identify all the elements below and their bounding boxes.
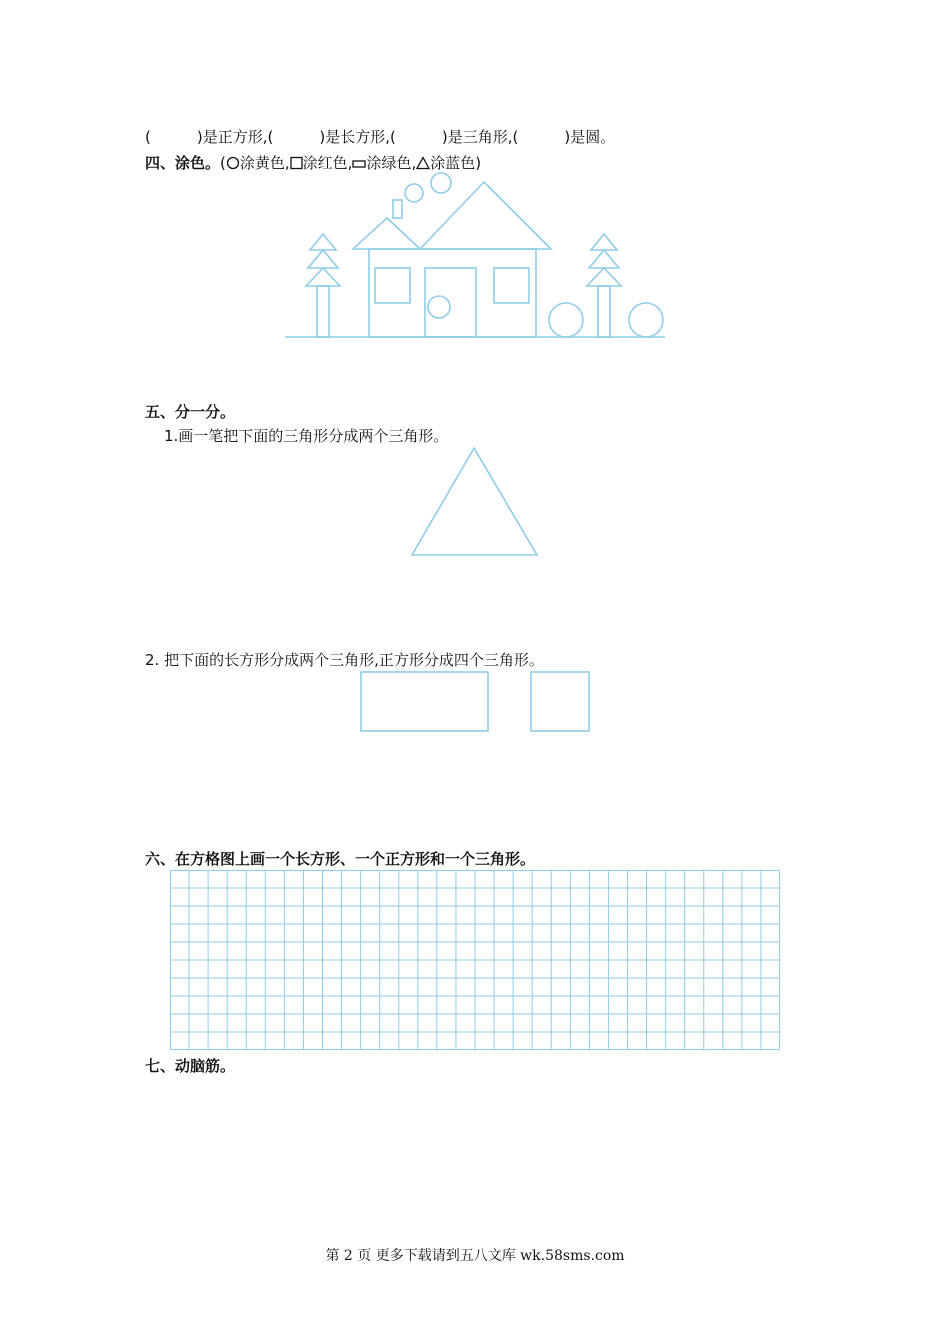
circle-icon <box>226 156 240 170</box>
blank-rect-label: 是长方形, <box>325 128 390 146</box>
blank-square-open: ( <box>145 128 151 146</box>
blank-square-label: 是正方形, <box>202 128 268 146</box>
page-footer: 第 2 页 更多下载请到五八文库 wk.58sms.com <box>325 1248 625 1264</box>
left-tree-middle-triangle <box>308 250 338 268</box>
smoke-circle-small <box>405 184 423 202</box>
blank-tri-label: 是三角形, <box>447 128 513 146</box>
drawing-grid[interactable] <box>170 870 780 1050</box>
big-triangle <box>412 448 537 555</box>
blank-circle-open: ( <box>512 128 519 146</box>
blank-circle-close: ) <box>564 128 571 146</box>
triangle-color-label: 涂蓝色 <box>430 154 476 172</box>
square-color-label: 涂红色, <box>302 154 353 172</box>
section-5-title: 五、分一分。 <box>145 403 236 421</box>
section-4-paren-close: ) <box>475 154 482 172</box>
section-5-question-2: 2. 把下面的长方形分成两个三角形,正方形分成四个三角形。 <box>145 651 544 669</box>
door <box>425 268 476 337</box>
blank-rect-open: ( <box>267 128 274 146</box>
left-tree-top-triangle <box>310 234 336 250</box>
house-big-roof-triangle <box>420 182 551 249</box>
circle-color-label: 涂黄色, <box>239 154 290 172</box>
section-7-title: 七、动脑筋。 <box>145 1057 236 1075</box>
blank-rect-close: ) <box>319 128 326 146</box>
right-window <box>494 268 529 303</box>
blank-tri-open: ( <box>390 128 396 146</box>
blank-circle-label: 是圆。 <box>570 128 616 146</box>
left-window <box>375 268 410 303</box>
blank-square-close: ) <box>196 128 203 146</box>
right-tree-middle-triangle <box>589 250 619 268</box>
house-coloring-figure[interactable] <box>280 168 670 343</box>
ball-left <box>549 303 583 337</box>
house-small-roof-triangle <box>353 218 420 249</box>
door-circle <box>428 296 450 318</box>
right-tree-bottom-triangle <box>587 268 621 286</box>
right-tree-trunk <box>598 286 610 337</box>
smoke-circle-large <box>431 173 451 193</box>
right-tree-top-triangle <box>591 234 617 250</box>
section-5-question-1: 1.画一笔把下面的三角形分成两个三角形。 <box>164 427 449 445</box>
rectangle-color-label: 涂绿色, <box>366 154 417 172</box>
section-4-paren-open: ( <box>220 154 226 172</box>
triangle-to-divide[interactable] <box>405 440 545 562</box>
section-6-title: 六、在方格图上画一个长方形、一个正方形和一个三角形。 <box>145 850 536 868</box>
shapes-to-divide[interactable] <box>355 666 595 738</box>
blank-tri-close: ) <box>441 128 448 146</box>
shape-blanks-line <box>145 127 615 147</box>
section-4-title: 四、涂色。 <box>145 154 221 172</box>
rectangle-to-divide <box>361 672 488 731</box>
square-to-divide <box>531 672 589 731</box>
ball-right <box>629 303 663 337</box>
left-tree-trunk <box>317 286 329 337</box>
house-body <box>369 249 536 337</box>
left-tree-bottom-triangle <box>306 268 340 286</box>
chimney <box>393 200 402 218</box>
